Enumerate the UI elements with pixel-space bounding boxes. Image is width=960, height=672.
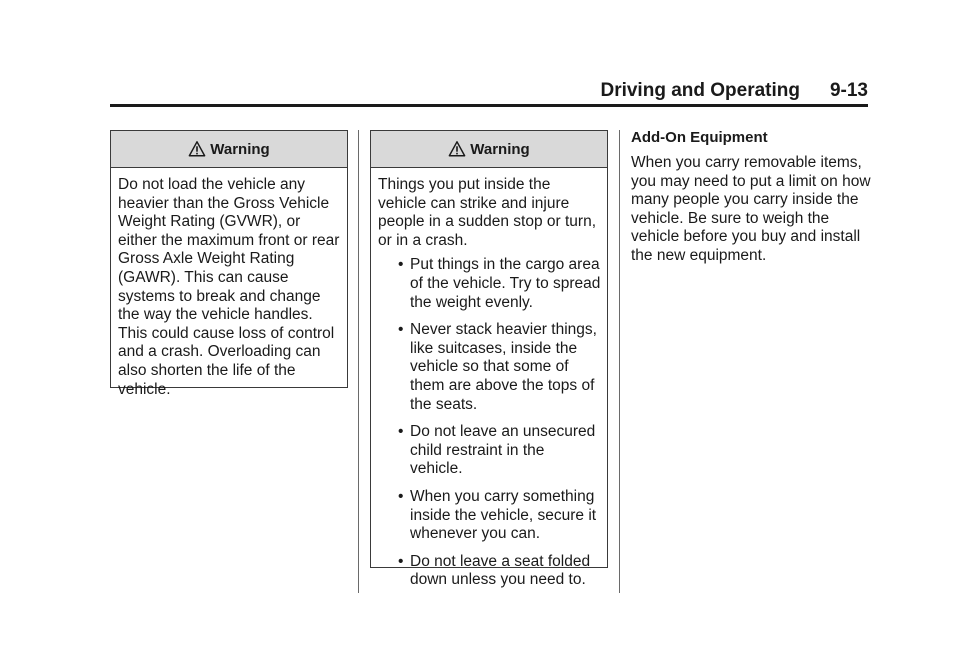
warning-header <box>111 131 347 168</box>
warning-icon <box>188 140 206 158</box>
warning-label: Warning <box>470 140 530 158</box>
warning-label: Warning <box>210 140 270 158</box>
warning-header <box>371 131 607 168</box>
warning-bullet-list <box>378 256 601 590</box>
warning-intro: Things you put inside the vehicle can strike and injure people in a sudden stop or turn, or in a crash. <box>378 176 597 249</box>
section-paragraph: When you carry removable items, you may need to put a limit on how many people you carry inside the vehicle. Be sure to weigh the vehicle before you buy and install the new equipment. <box>631 154 871 264</box>
list-item: • Do not leave an unsecured child restraint in the vehicle. <box>398 423 596 478</box>
section-title: Add-On Equipment <box>631 129 768 146</box>
bullet-icon: • <box>398 552 404 570</box>
list-item: • Do not leave a seat folded down unless you need to. <box>398 552 591 589</box>
page-header <box>110 78 868 107</box>
list-item: • Never stack heavier things, like suitcases, inside the vehicle so that some of them are above the tops of the seats. <box>398 321 597 413</box>
warning-icon <box>448 140 466 158</box>
warning-box-load <box>110 130 348 398</box>
column-divider-left <box>358 130 359 593</box>
bullet-icon: • <box>398 423 404 441</box>
bullet-icon: • <box>398 321 404 339</box>
warning-box-cargo <box>370 130 608 589</box>
list-item: • Put things in the cargo area of the vehicle. Try to spread the weight evenly. <box>398 256 601 311</box>
column-divider-right <box>619 130 620 593</box>
warning-text: Do not load the vehicle any heavier than the Gross Vehicle Weight Rating (GVWR), or either the maximum front or rear Gross Axle Weight Rating (GAWR). This can cause systems to break and change the way the vehicle handles. This could cause loss of control and a crash. Overloading can also shorten the life of the vehicle. <box>118 176 340 398</box>
bullet-icon: • <box>398 487 404 505</box>
page-number: 9-13 <box>829 80 868 101</box>
chapter-title: Driving and Operating <box>600 80 800 101</box>
list-item: • When you carry something inside the vehicle, secure it whenever you can. <box>398 487 597 543</box>
bullet-icon: • <box>398 256 404 274</box>
warning-content <box>371 168 607 590</box>
